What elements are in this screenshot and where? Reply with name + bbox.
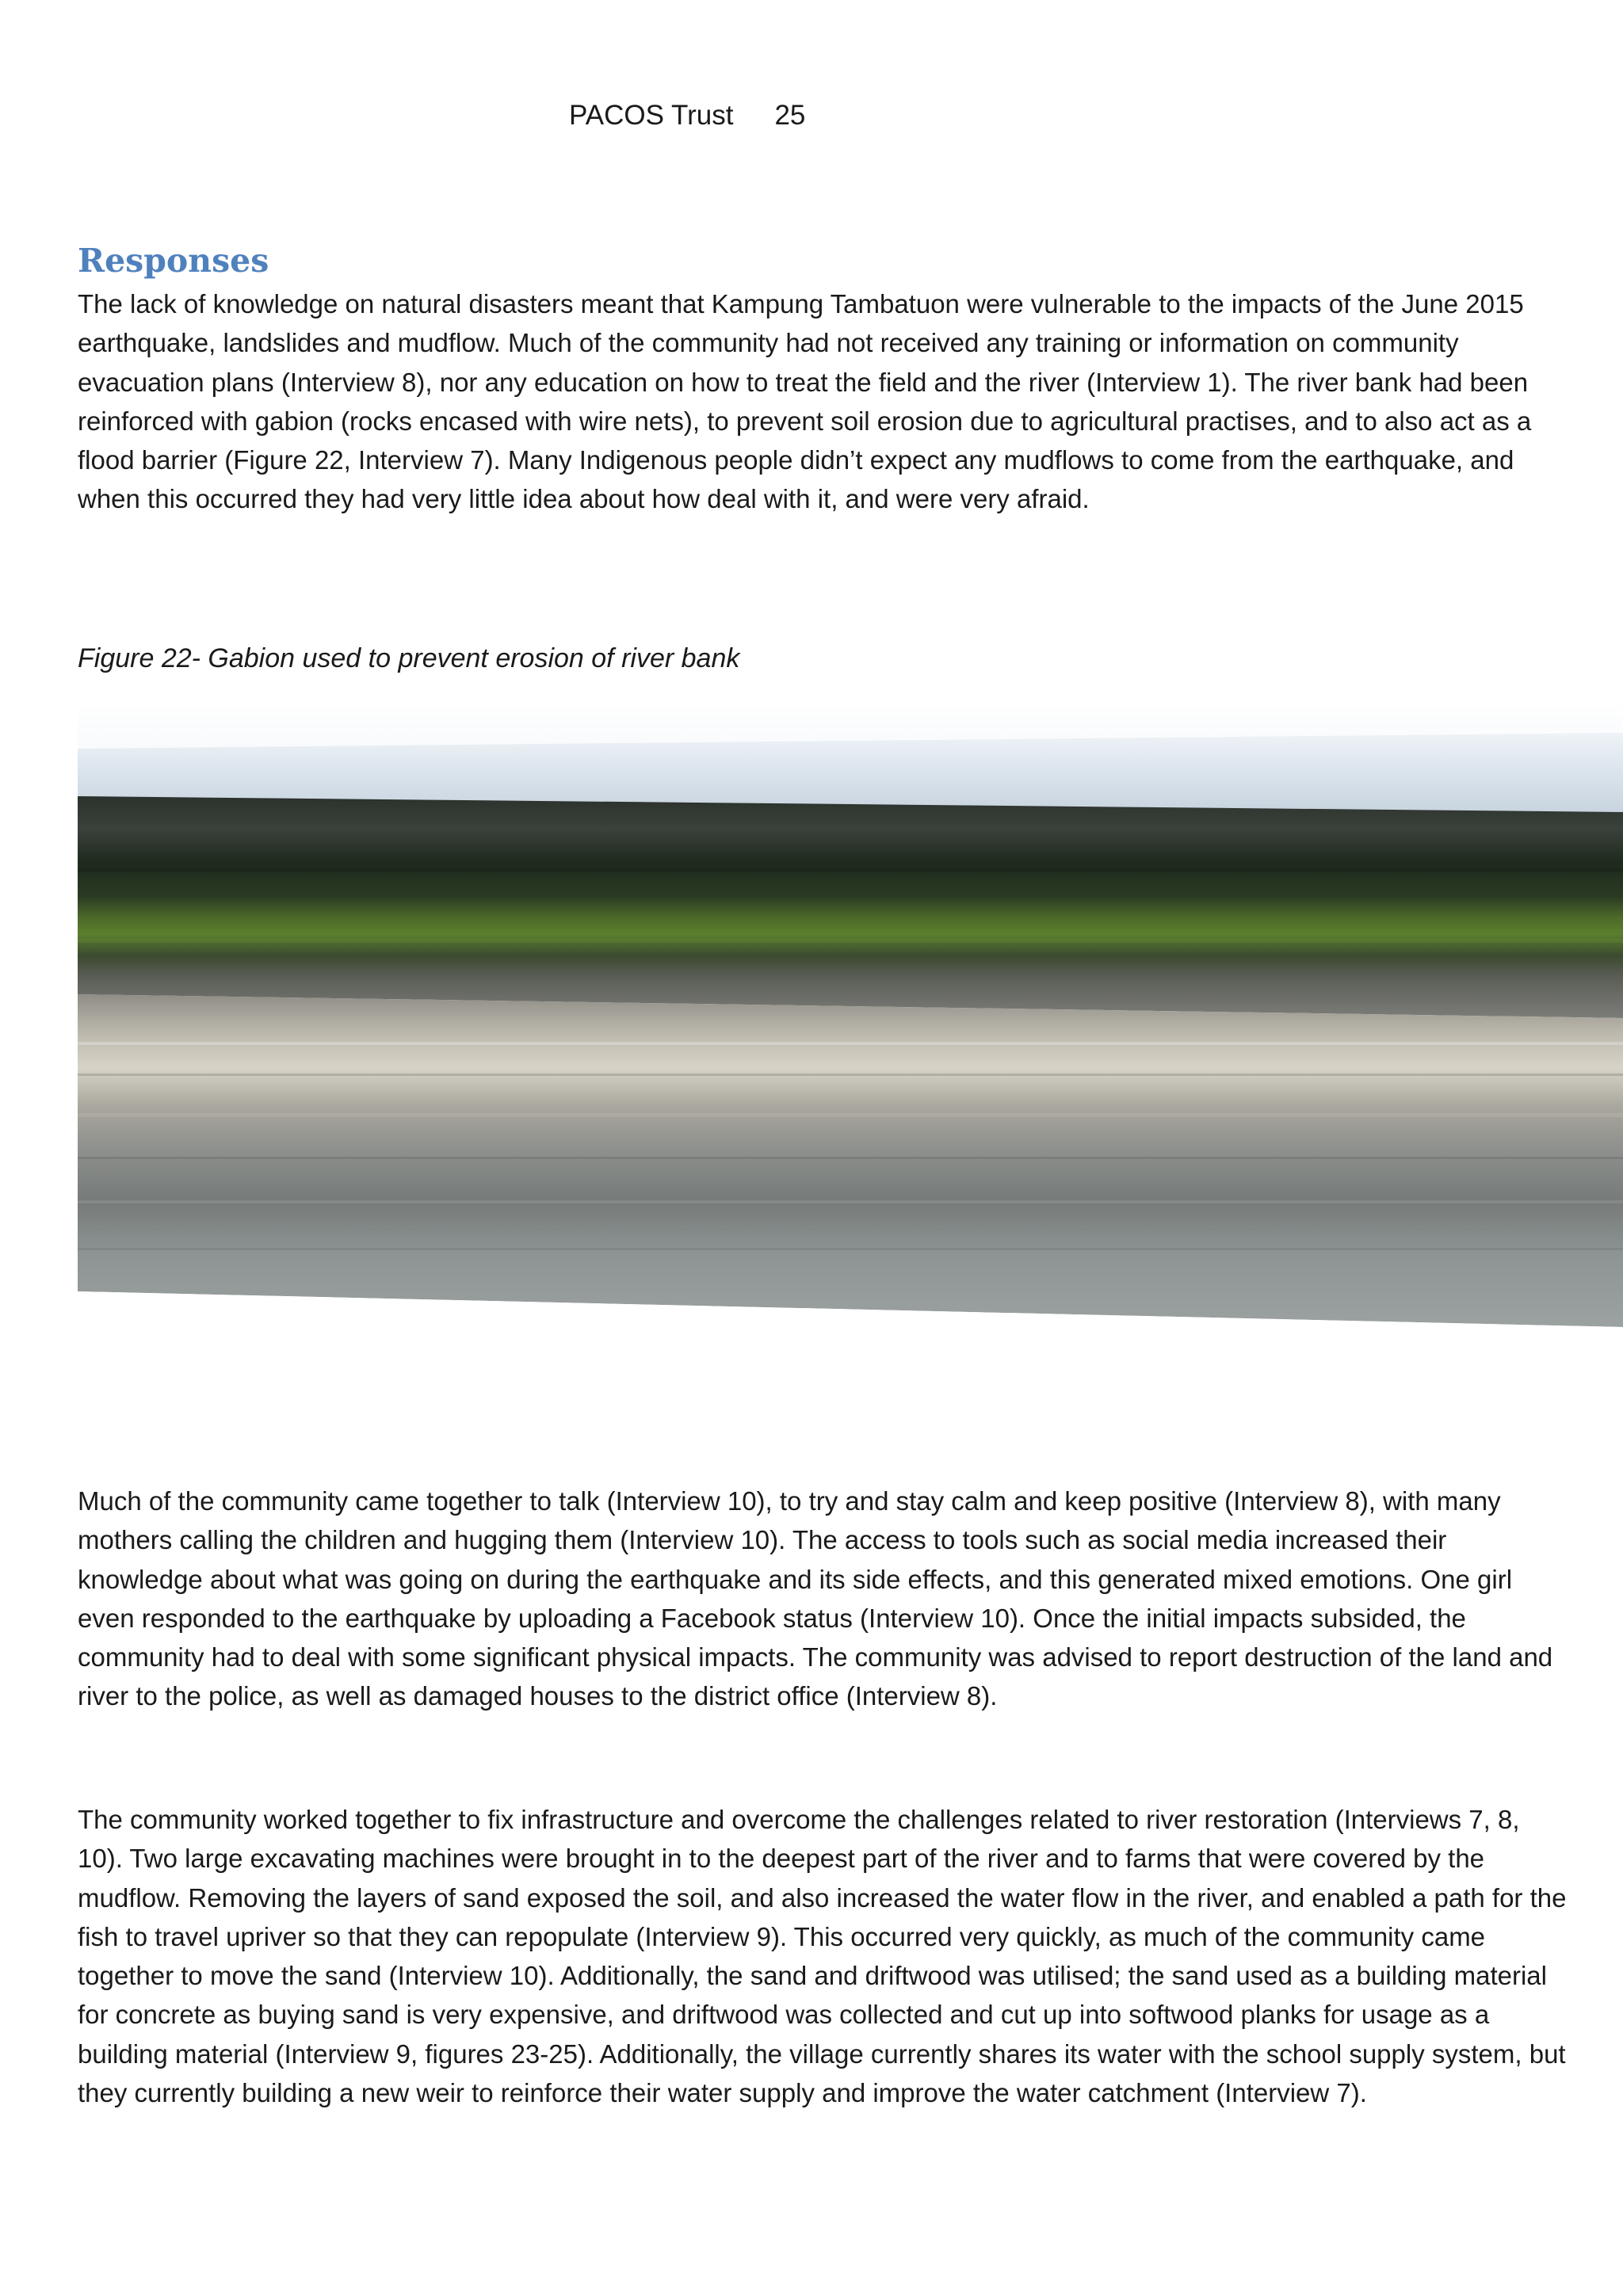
header-org: PACOS Trust <box>569 100 734 131</box>
body-paragraph-1: The lack of knowledge on natural disasters meant that Kampung Tambatuon were vulnerable to the impacts of the June 2015 earthquake, landslides and mudflow. Much of the community had not received any training or information on community evacuation plans (Interview 8), nor any education on how to treat the field and the river (Interview 1). The river bank had been reinforced with gabion (rocks encased with wire nets), to prevent soil erosion due to agricultural practises, and to also act as a flood barrier (Figure 22, Interview 7). Many Indigenous people didn’t expect any mudflows to come from the earthquake, and when this occurred they had very little idea about how deal with it, and were very afraid. <box>78 289 1532 514</box>
figure-photo <box>78 701 1623 1335</box>
body-paragraph-3: The community worked together to fix infrastructure and overcome the challenges related to river restoration (Interviews 7, 8, 10). Two large excavating machines were brought in to the deepest part of the river and to farms that were covered by the mudflow. Removing the layers of sand exposed the soil, and also increased the water flow in the river, and enabled a path for the fish to travel upriver so that they can repopulate (Interview 9). This occurred very quickly, as much of the community came together to move the sand (Interview 10). Additionally, the sand and driftwood was utilised; the sand used as a building material for concrete as buying sand is very expensive, and driftwood was collected and cut up into softwood planks for usage as a building material (Interview 9, figures 23-25). Additionally, the village currently shares its water with the school supply system, but they currently building a new weir to reinforce their water supply and improve the water catchment (Interview 7). <box>78 1805 1567 2108</box>
running-header <box>569 97 805 135</box>
body-paragraph-2: Much of the community came together to talk (Interview 10), to try and stay calm and keep positive (Interview 8), with many mothers calling the children and hugging them (Interview 10). The access to tools such as social media increased their knowledge about what was going on during the earthquake and its side effects, and this generated mixed emotions. One girl even responded to the earthquake by uploading a Facebook status (Interview 10). Once the initial impacts subsided, the community had to deal with some significant physical impacts. The community was advised to report destruction of the land and river to the police, as well as damaged houses to the district office (Interview 8). <box>78 1486 1553 1711</box>
section-heading: Responses <box>78 242 269 280</box>
figure-caption: Figure 22- Gabion used to prevent erosion of river bank <box>78 643 740 673</box>
page-number: 25 <box>774 100 806 131</box>
